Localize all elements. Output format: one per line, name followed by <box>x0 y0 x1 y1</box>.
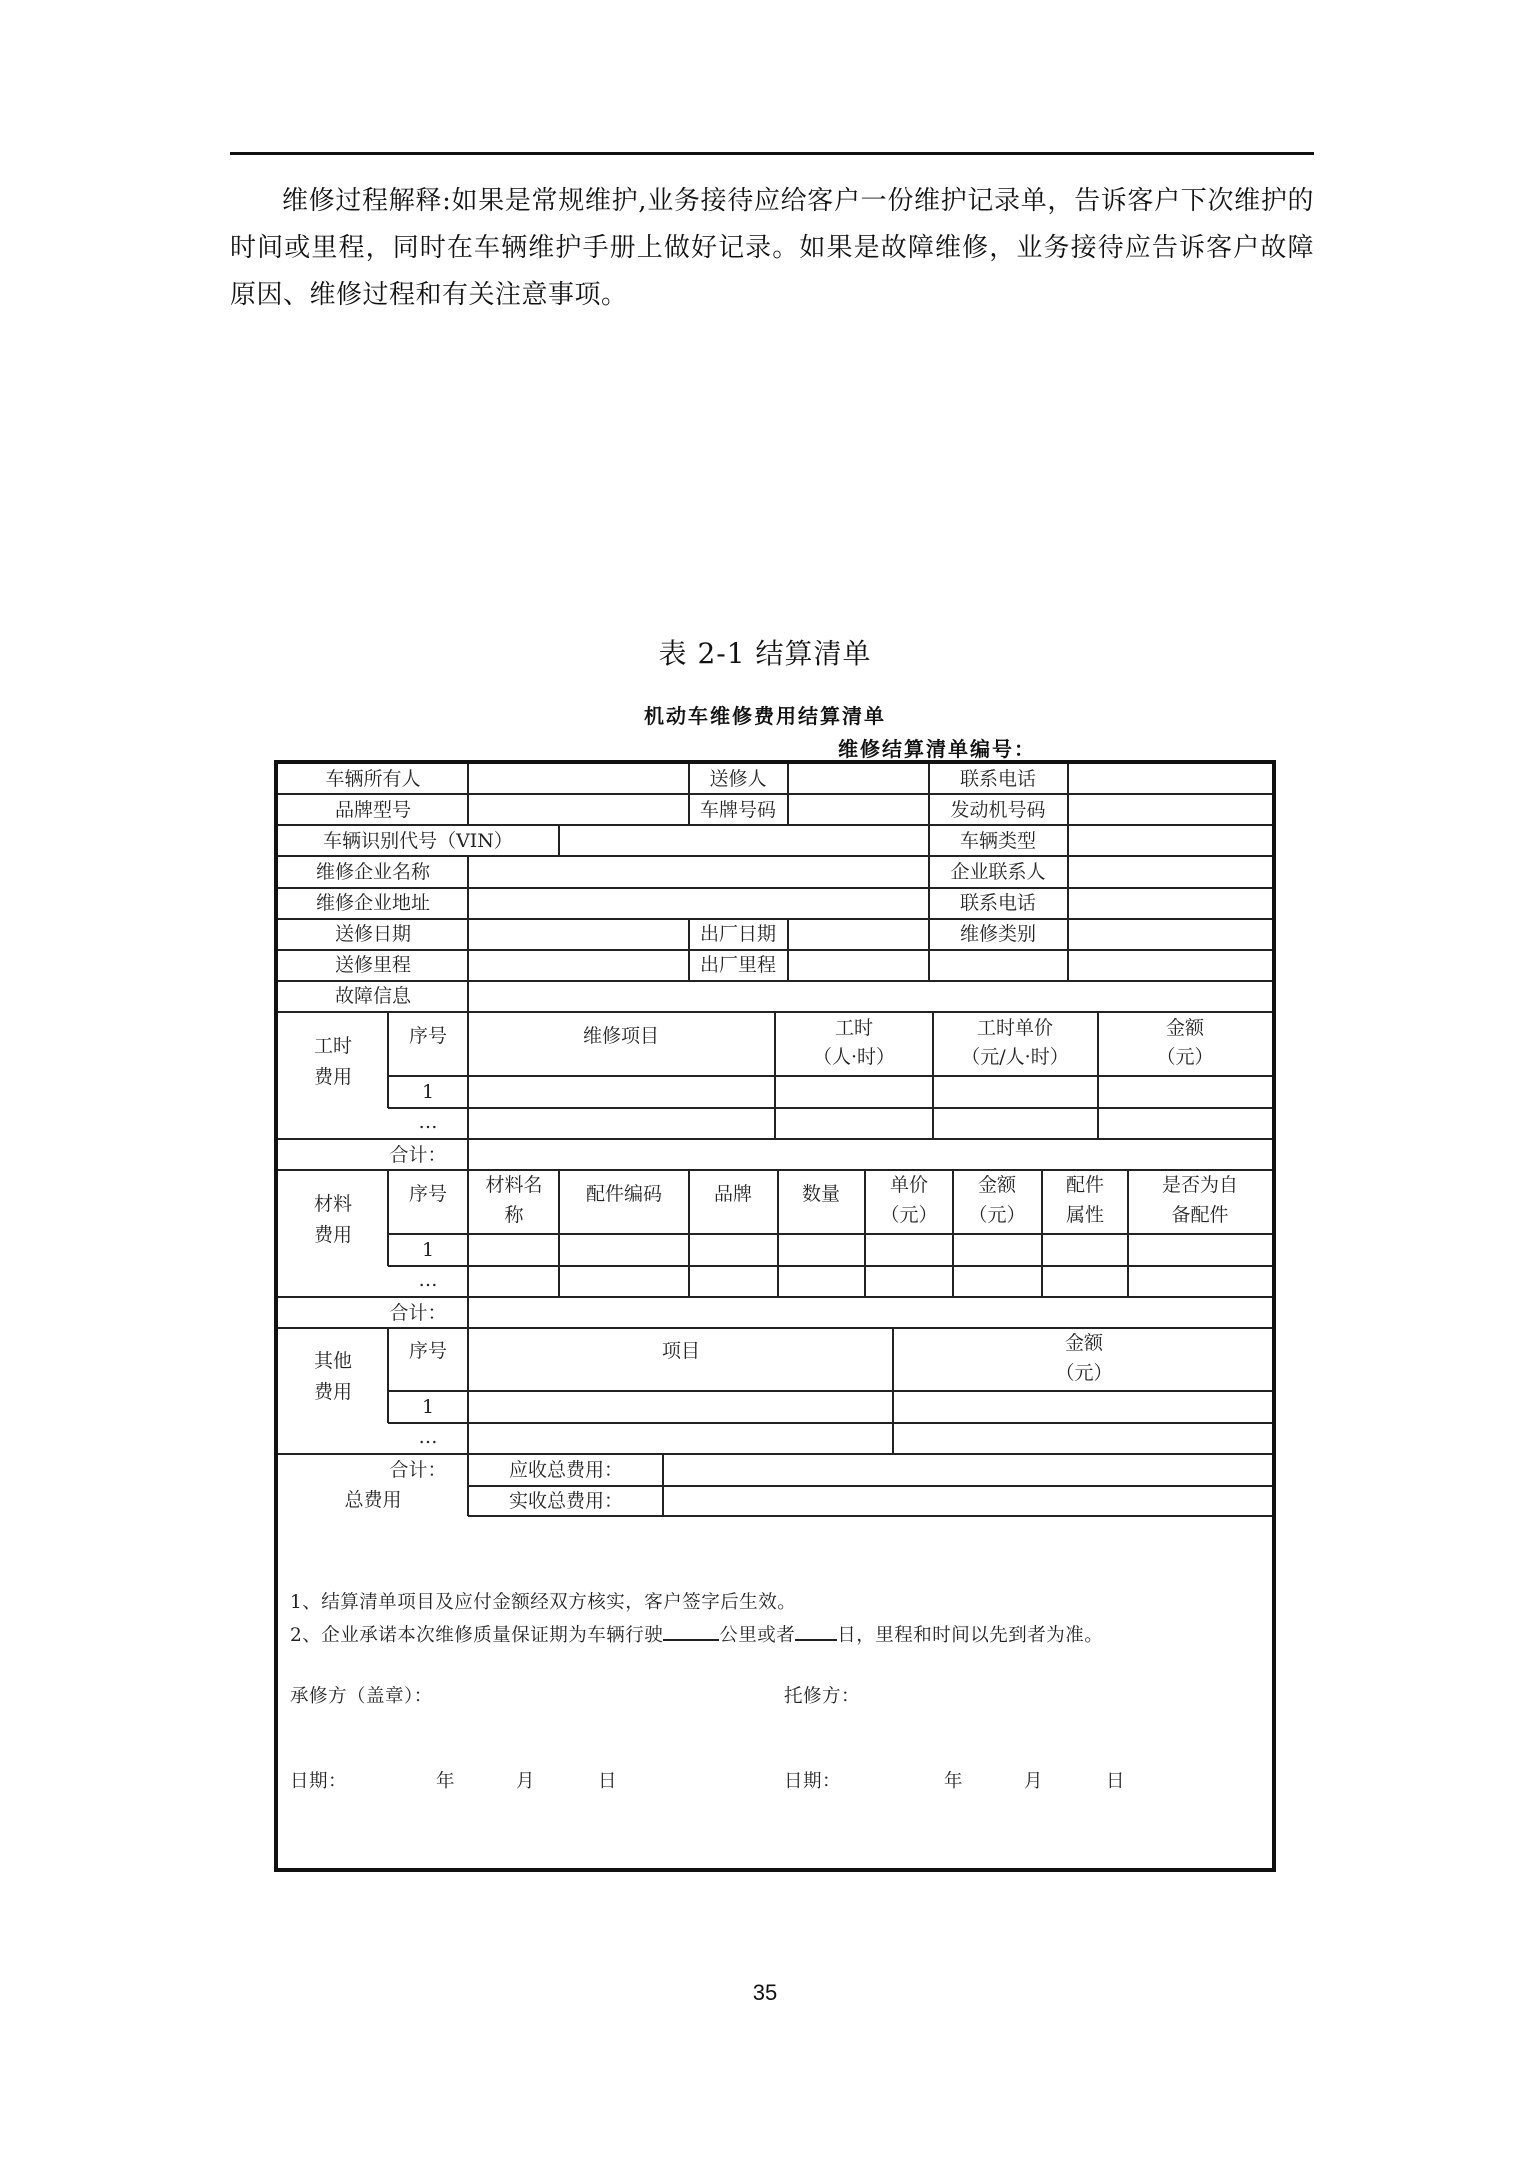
label-company-address: 维修企业地址 <box>315 892 431 914</box>
labor-price-header: 工时单价 <box>976 1017 1054 1039</box>
form-title: 机动车维修费用结算清单 <box>644 704 886 728</box>
materials-seq-header: 序号 <box>408 1183 448 1205</box>
terms-line-2 <box>290 1619 1103 1652</box>
other-amount-unit: （元） <box>1055 1362 1113 1384</box>
materials-row-1-seq: 1 <box>421 1239 435 1261</box>
form-number-label: 维修结算清单编号： <box>838 737 1036 761</box>
label-engine-no: 发动机号码 <box>950 799 1046 821</box>
settlement-form-grid <box>278 764 1272 1554</box>
materials-section-label: 材料 <box>313 1193 353 1215</box>
label-owner: 车辆所有人 <box>325 768 421 790</box>
materials-name-header-2: 称 <box>504 1204 524 1226</box>
materials-unit-header: 单价 <box>889 1174 929 1196</box>
labor-section-label-2: 费用 <box>313 1066 353 1088</box>
header-rule <box>230 152 1314 155</box>
label-brand-model: 品牌型号 <box>334 799 412 821</box>
label-sender: 送修人 <box>709 768 767 790</box>
labor-row-2-seq: … <box>418 1111 438 1133</box>
client-date-label: 日期： <box>784 1771 842 1792</box>
materials-attr-header-2: 属性 <box>1065 1204 1105 1226</box>
materials-name-header: 材料名 <box>485 1174 543 1196</box>
repairer-date-label: 日期： <box>290 1771 348 1792</box>
client-date-day: 日 <box>1106 1771 1126 1792</box>
terms-line-2-part-3: 日，里程和时间以先到者为准。 <box>837 1625 1104 1646</box>
label-company-name: 维修企业名称 <box>315 861 431 883</box>
labor-amount-unit: （元） <box>1156 1046 1214 1068</box>
label-contact-phone: 联系电话 <box>959 768 1037 790</box>
materials-row-2-seq: … <box>418 1269 438 1291</box>
settlement-form <box>274 760 1276 1872</box>
client-date-month: 月 <box>1024 1771 1044 1792</box>
intro-paragraph: 维修过程解释:如果是常规维护,业务接待应给客户一份维护记录单，告诉客户下次维护的时间或里程，同时在车辆维护手册上做好记录。如果是故障维修，业务接待应告诉客户故障原因、维修过程和有关注意事项。 <box>230 186 1314 310</box>
materials-subtotal-label: 合计： <box>389 1302 447 1324</box>
label-company-phone: 联系电话 <box>959 892 1037 914</box>
label-exit-date: 出厂日期 <box>699 923 777 945</box>
total-receivable-label: 应收总费用： <box>508 1459 624 1481</box>
total-received-label: 实收总费用： <box>508 1490 624 1512</box>
repairer-signature-label: 承修方（盖章）： <box>290 1686 433 1707</box>
other-subtotal-label: 合计： <box>389 1459 447 1481</box>
other-section-label: 其他 <box>313 1350 353 1372</box>
other-section-label-2: 费用 <box>313 1381 353 1403</box>
table-caption: 表 2-1 结算清单 <box>658 637 872 670</box>
materials-qty-header: 数量 <box>801 1183 841 1205</box>
repairer-date-day: 日 <box>598 1771 618 1792</box>
label-send-date: 送修日期 <box>334 923 412 945</box>
labor-hours-unit: （人·时） <box>812 1046 896 1068</box>
label-vin: 车辆识别代号（VIN） <box>323 830 513 852</box>
terms-line-2-part-2: 公里或者 <box>719 1625 796 1646</box>
total-label: 总费用 <box>344 1489 402 1511</box>
other-row-1-seq: 1 <box>421 1396 435 1418</box>
materials-section-label-2: 费用 <box>313 1224 353 1246</box>
labor-seq-header: 序号 <box>408 1025 448 1047</box>
labor-section-label: 工时 <box>313 1035 353 1057</box>
client-signature-label: 托修方： <box>784 1686 861 1707</box>
label-fault-info: 故障信息 <box>334 985 412 1007</box>
repairer-date-year: 年 <box>436 1771 456 1792</box>
materials-own-header: 是否为自 <box>1161 1174 1239 1196</box>
labor-price-unit: （元/人·时） <box>961 1046 1069 1068</box>
materials-unit-unit: （元） <box>880 1204 938 1226</box>
label-exit-mileage: 出厂里程 <box>699 954 777 976</box>
label-repair-type: 维修类别 <box>959 923 1037 945</box>
terms-line-2-part-1: 2、企业承诺本次维修质量保证期为车辆行驶 <box>290 1625 664 1646</box>
other-item-header: 项目 <box>661 1340 701 1362</box>
terms-line-1: 1、结算清单项目及应付金额经双方核实，客户签字后生效。 <box>290 1592 797 1613</box>
labor-subtotal-label: 合计： <box>389 1144 447 1166</box>
other-row-2-seq: … <box>418 1426 438 1448</box>
page-number: 35 <box>752 1980 778 2005</box>
labor-hours-header: 工时 <box>834 1017 874 1039</box>
labor-item-header: 维修项目 <box>582 1025 660 1047</box>
label-plate: 车牌号码 <box>699 799 777 821</box>
materials-amount-unit: （元） <box>968 1204 1026 1226</box>
client-date-year: 年 <box>944 1771 964 1792</box>
materials-part-no-header: 配件编码 <box>585 1183 663 1205</box>
materials-brand-header: 品牌 <box>713 1183 753 1205</box>
labor-amount-header: 金额 <box>1165 1017 1205 1039</box>
label-send-mileage: 送修里程 <box>334 954 412 976</box>
other-amount-header: 金额 <box>1064 1332 1104 1354</box>
materials-own-header-2: 备配件 <box>1171 1204 1229 1226</box>
repairer-date-month: 月 <box>516 1771 536 1792</box>
label-company-contact: 企业联系人 <box>950 861 1046 883</box>
label-vehicle-type: 车辆类型 <box>959 830 1037 852</box>
days-blank <box>795 1623 837 1641</box>
mileage-blank <box>663 1623 719 1641</box>
other-seq-header: 序号 <box>408 1340 448 1362</box>
labor-row-1-seq: 1 <box>421 1081 435 1103</box>
materials-amount-header: 金额 <box>977 1174 1017 1196</box>
form-terms <box>290 1586 1103 1652</box>
materials-attr-header: 配件 <box>1065 1174 1105 1196</box>
